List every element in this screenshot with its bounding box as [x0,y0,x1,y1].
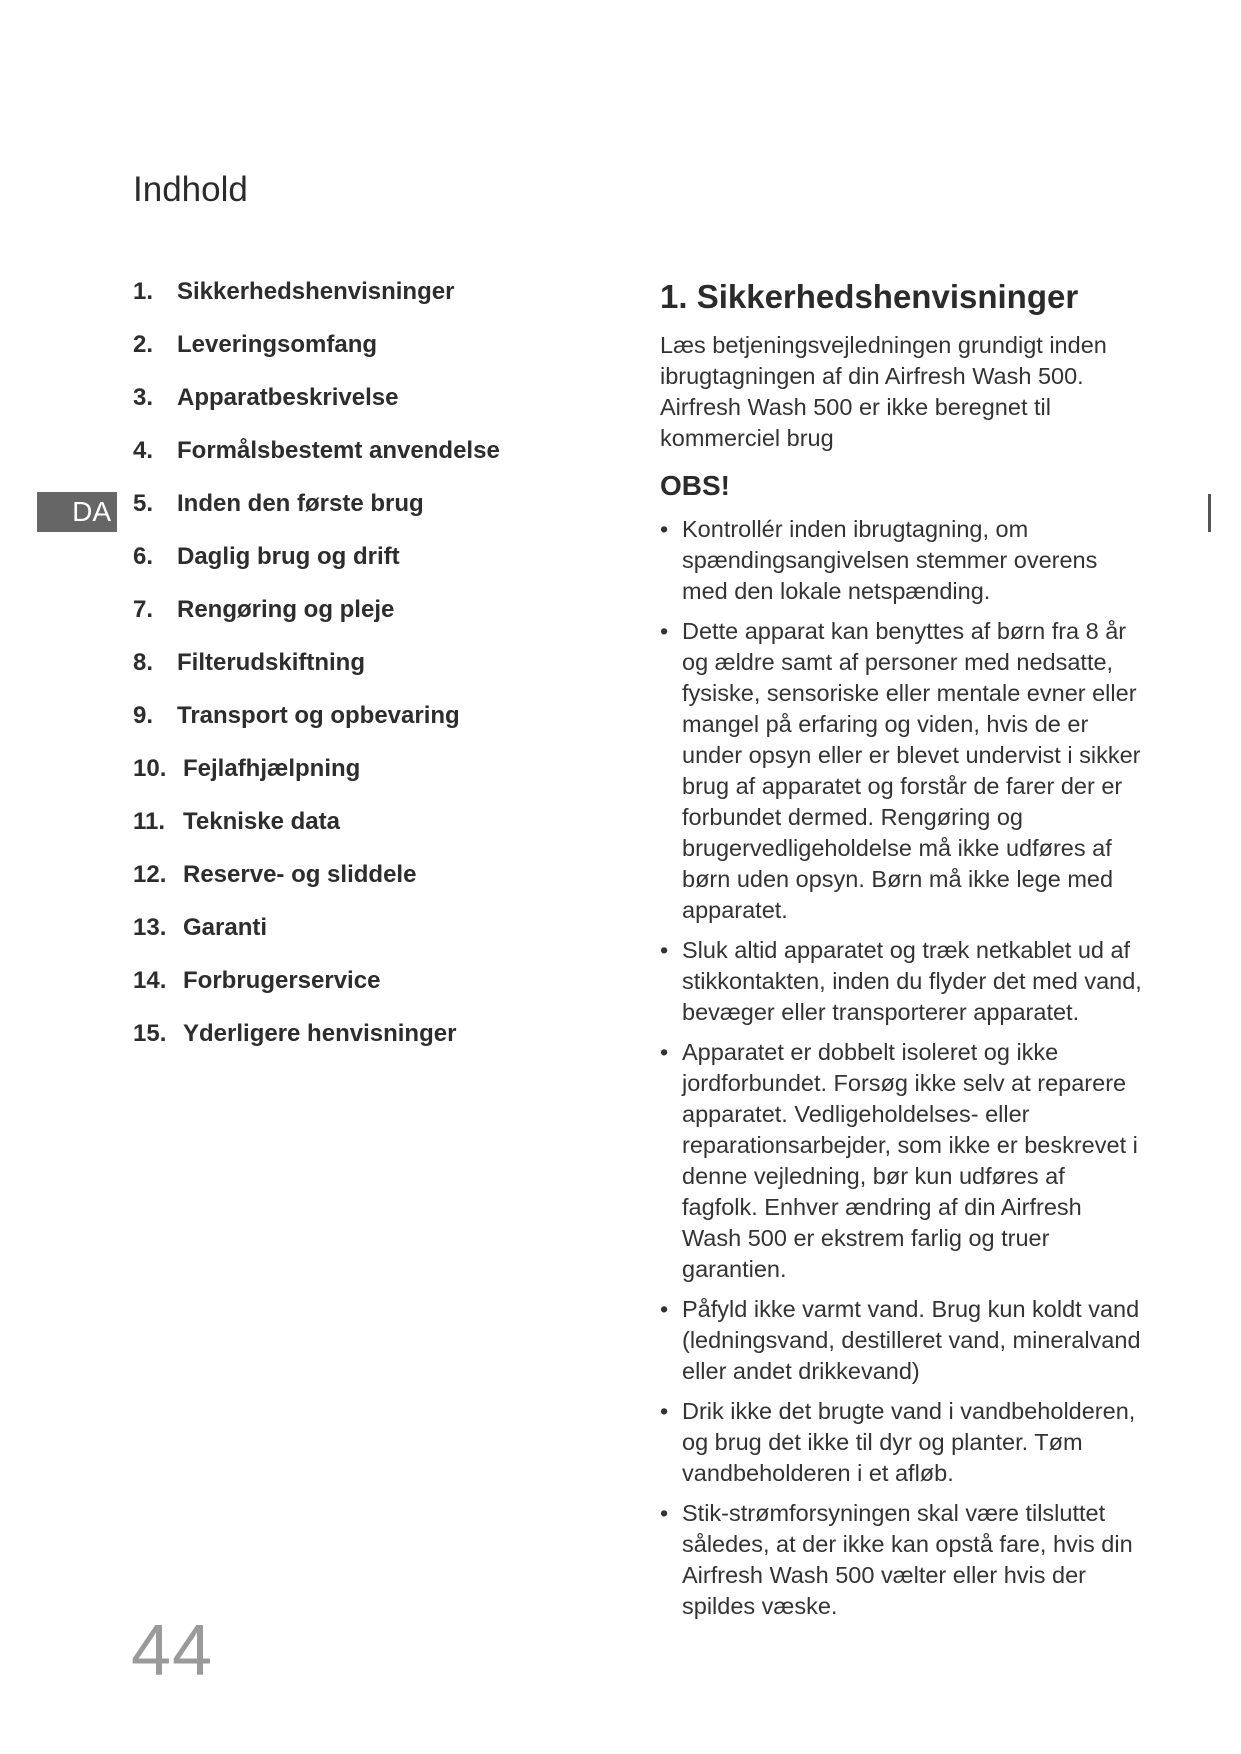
section-intro: Læs betjeningsvejledningen grundigt inden ibrugtagningen af din Airfresh Wash 500. Airfresh Wash 500 er ikke beregnet til kommerciel brug [660,332,1107,451]
toc-item-number: 11. [133,808,166,835]
toc-item[interactable] [133,543,553,596]
toc-item[interactable] [133,331,553,384]
margin-rule [1208,494,1211,532]
toc-item-number: 10. [133,755,167,782]
toc-item-label: Formålsbestemt anvendelse [177,437,500,464]
toc-item-label: Inden den første brug [177,490,424,517]
toc-item-label: Sikkerhedshenvisninger [177,278,455,305]
toc-item[interactable] [133,490,553,543]
toc-item-label: Rengøring og pleje [177,596,395,623]
toc-item[interactable] [133,278,553,331]
toc-item-number: 12. [133,861,167,888]
toc-item-label: Forbrugerservice [183,967,381,994]
toc-item[interactable] [133,437,553,490]
toc-item-number: 9. [133,702,154,729]
toc-item-label: Transport og opbevaring [177,702,460,729]
toc-item[interactable] [133,1020,553,1073]
toc-item-label: Yderligere henvisninger [183,1020,457,1047]
toc-item-label: Reserve- og sliddele [183,861,417,888]
section-heading: 1. Sikkerhedshenvisninger [660,278,1079,315]
toc-item-number: 14. [133,967,167,994]
toc-item-label: Daglig brug og drift [177,543,400,570]
toc-item-label: Leveringsomfang [177,331,378,358]
toc-item-number: 7. [133,596,154,623]
safety-bullet: • Påfyld ikke varmt vand. Brug kun koldt vand (ledningsvand, destilleret vand, mineralvand eller andet drikkevand) [660,1294,1145,1387]
safety-bullet: • Drik ikke det brugte vand i vandbeholderen, og brug det ikke til dyr og planter. Tøm vandbeholderen i et afløb. [660,1396,1145,1489]
toc-item-number: 2. [133,331,154,358]
language-tab-label: DA [72,496,111,527]
toc-item-label: Filterudskiftning [177,649,365,676]
safety-section [660,278,1145,1631]
toc-item-number: 4. [133,437,154,464]
safety-bullet: • Kontrollér inden ibrugtagning, om spændingsangivelsen stemmer overens med den lokale netspænding. [660,514,1145,607]
toc-item-number: 6. [133,543,154,570]
safety-bullet: • Apparatet er dobbelt isoleret og ikke jordforbundet. Forsøg ikke selv at reparere apparatet. Vedligeholdelses- eller reparationsarbejder, som ikke er beskrevet i denne vejledning, bør kun udføres af fagfolk. Enhver ændring af din Airfresh Wash 500 er ekstrem farlig og truer garantien. [660,1037,1145,1285]
toc-item[interactable] [133,702,553,755]
toc-item[interactable] [133,967,553,1020]
toc-item[interactable] [133,384,553,437]
language-tab [37,492,117,532]
safety-bullet: • Stik-strømforsyningen skal være tilsluttet således, at der ikke kan opstå fare, hvis din Airfresh Wash 500 vælter eller hvis der spildes væske. [660,1498,1145,1622]
toc-item[interactable] [133,596,553,649]
toc-item-label: Fejlafhjælpning [183,755,361,782]
safety-bullet-list [660,514,1145,1622]
safety-bullet: • Sluk altid apparatet og træk netkablet ud af stikkontakten, inden du flyder det med vand, bevæger eller transporterer apparatet. [660,935,1145,1028]
toc-item-number: 13. [133,914,167,941]
toc-title: Indhold [133,170,248,209]
toc-item[interactable] [133,649,553,702]
toc-item-number: 3. [133,384,154,411]
toc-item-label: Garanti [183,914,268,941]
table-of-contents [133,278,553,1073]
toc-item-number: 1. [133,278,154,305]
toc-item[interactable] [133,861,553,914]
toc-item-label: Apparatbeskrivelse [177,384,399,411]
toc-item[interactable] [133,914,553,967]
toc-item-number: 5. [133,490,154,517]
toc-item[interactable] [133,808,553,861]
toc-item-label: Tekniske data [183,808,340,835]
toc-item-number: 15. [133,1020,167,1047]
obs-label: OBS! [660,470,730,501]
toc-item-number: 8. [133,649,154,676]
safety-bullet: • Dette apparat kan benyttes af børn fra 8 år og ældre samt af personer med nedsatte, fysiske, sensoriske eller mentale evner eller mangel på erfaring og viden, hvis de er under opsyn eller er blevet undervist i sikker brug af apparatet og forstår de farer der er forbundet dermed. Rengøring og brugervedligeholdelse må ikke udføres af børn uden opsyn. Børn må ikke lege med apparatet. [660,616,1145,926]
page-number: 44 [131,1611,214,1691]
toc-item[interactable] [133,755,553,808]
